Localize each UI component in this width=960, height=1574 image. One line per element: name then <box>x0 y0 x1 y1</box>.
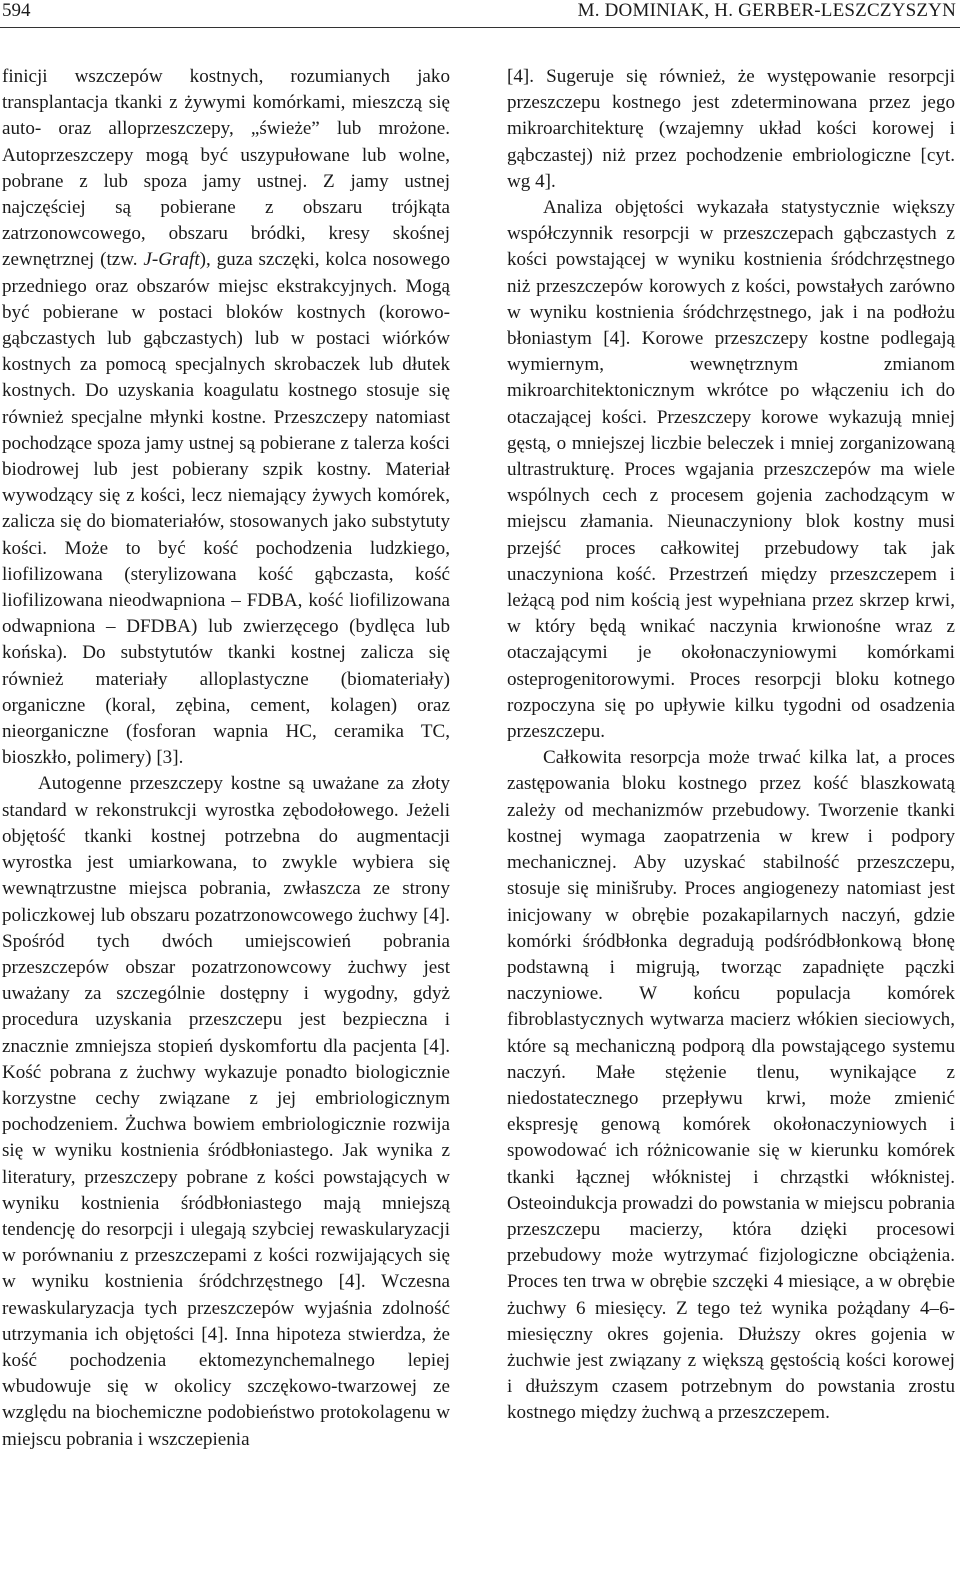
paragraph: Całkowita resorpcja może trwać kilka lat, a proces zastępowania bloku kostnego przez kość blaszkowatą zależy od mechanizmów przebudowy. Tworzenie tkanki kostnej wymaga zaopatrzenia w krew i podpory mechanicznej. Aby uzyskać stabilność przeszczepu, stosuje się minišruby. Proces angiogenezy natomiast jest inicjowany w obrębie pozakapilarnych naczyń, gdzie komórki śródbłonka degradują podśródbłonkową błonę podstawną i migrują, tworząc zapadnięte pączki naczyniowe. W końcu populacja komórek fibroblastycznych wytwarza macierz włókien sieciowych, które są mechaniczną podporą dla powstającego systemu naczyń. Małe stężenie tlenu, wynikające z niedostatecznego przepływu krwi, może zmienić ekspresję genową komórek okołonaczyniowych i spowodować ich różnicowanie się w kierunku komórek tkanki łącznej włóknistej i chrząstki włóknistej. Osteoindukcja prowadzi do powstania w miejscu pobrania przeszczepu macierzy, która dzięki procesowi przebudowy może wytrzymać fizjologiczne obciążenia. Proces ten trwa w obrębie szczęki 4 miesiące, a w obrębie żuchwy 6 miesięcy. Z tego też wynika pożądany 4–6-miesięczny okres gojenia. Dłuższy okres gojenia w żuchwie jest związany z większą gęstością kości korowej i dłuższym czasem potrzebnym do powstania zrostu kostnego między żuchwą a przeszczepem. <box>507 747 955 1424</box>
header-rule <box>0 27 960 28</box>
paragraph <box>2 64 450 771</box>
paragraph: Autogenne przeszczepy kostne są uważane za złoty standard w rekonstrukcji wyrostka zębodołowego. Jeżeli objętość tkanki kostnej potrzebna do augmentacji wyrostka jest umiarkowana, to zwykle wybiera się wewnątrzustne miejsca pobrania, zwłaszcza ze strony policzkowej lub obszaru pozatrzonowcowego żuchwy [4]. Spośród tych dwóch umiejscowień pobrania przeszczepów obszar pozatrzonowcowy żuchwy jest uważany za szczególnie dostępny i wygodny, gdyż procedura uzyskania przeszczepu jest bezpieczna i znacznie zmniejsza stopień dyskomfortu dla pacjenta [4]. Kość pobrana z żuchwy wykazuje ponadto biologicznie korzystne cechy związane z jej embriologicznym pochodzeniem. Żuchwa bowiem embriologicznie rozwija się w wyniku kostnienia śródbłoniastego. Jak wynika z literatury, przeszczepy pobrane z kości powstających w wyniku kostnienia śródbłoniastego mają mniejszą tendencję do resorpcji i ulegają szybciej rewaskularyzacji w porównaniu z przeszczepami z kości rozwijających się w wyniku kostnienia śródchrzęstnego [4]. Wczesna rewaskularyzacja tych przeszczepów wyjaśnia zdolność utrzymania ich objętości [4]. Inna hipoteza stwierdza, że kość pochodzenia ektomezynchemalnego lepiej wbudowuje się w okolicy szczękowo-twarzowej ze względu na biochemiczne podobieństwo protokolagenu w miejscu pobrania i wszczepienia <box>2 773 450 1450</box>
page-number: 594 <box>2 0 31 21</box>
paragraph-text: ), guza szczęki, kolca nosowego przedniego oraz obszarów miejsc ekstrakcyjnych. Mogą być pobierane w postaci bloków kostnych (korowo-gąbczastych lub gąbczastych) lub w postaci wiórków kostnych za pomocą specjalnych skrobaczek lub dłutek kostnych. Do uzyskania koagulatu kostnego stosuje się również specjalne młynki kostne. Przeszczepy natomiast pochodzące spoza jamy ustnej są pobierane z talerza kości biodrowej lub jest pobierany szpik kostny. Materiał wywodzący się z kości, lecz niemający żywych komórek, zalicza się do biomateriałów, stosowanych jako substytuty kości. Może to być kość pochodzenia ludzkiego, liofilizowana (sterylizowana kość gąbczasta, kość liofilizowana nieodwapniona – FDBA, kość liofilizowana odwapniona – DFDBA) lub zwierzęcego (bydlęca lub końska). Do substytutów tkanki kostnej zalicza się również materiały alloplastyczne (biomateriały) organiczne (koral, zębina, cement, kolagen) oraz nieorganiczne (fosforan wapnia HC, ceramika TC, bioszkło, polimery) [3]. <box>2 249 451 769</box>
paragraph: Analiza objętości wykazała statystycznie większy współczynnik resorpcji w przeszczepach gąbczastych z kości powstającej w wyniku kostnienia śródchrzęstnego niż przeszczepów korowych z kości, powstałych zarówno w wyniku kostnienia śródchrzęstnego, jak i na podłożu błoniastym [4]. Korowe przeszczepy kostne podlegają wymiernym, wewnętrznym zmianom mikroarchitektonicznym wkrótce po włączeniu ich do otaczającej kości. Przeszczepy korowe wykazują mniej gęstą, o mniejszej liczbie beleczek i mniej zorganizowaną ultrastrukturę. Proces wgajania przeszczepów ma wiele wspólnych cech z procesem gojenia zachodzącym w miejscu złamania. Nieunaczyniony blok kostny musi przejść proces całkowitej przebudowy tak jak unaczyniona kość. Przestrzeń między przeszczepem i leżącą pod nim kością jest wypełniana przez skrzep krwi, w który będą wnikać naczynia krwionośne wraz z otaczającymi je okołonaczyniowymi komórkami osteprogenitorowymi. Proces resorpcji bloku kotnego rozpoczyna się po upływie kilku tygodni od osadzenia przeszczepu. <box>507 197 955 743</box>
running-head: M. DOMINIAK, H. GERBER-LESZCZYSZYN <box>577 0 956 21</box>
left-column <box>2 64 450 1453</box>
italic-term: J-Graft <box>143 249 200 271</box>
page-header <box>0 0 960 30</box>
right-column <box>507 64 955 1427</box>
paragraph: [4]. Sugeruje się również, że występowanie resorpcji przeszczepu kostnego jest zdeterminowana przez jego mikroarchitekturę (wzajemny układ kości korowej i gąbczastej) niż przez pochodzenie embriologiczne [cyt. wg 4]. <box>507 66 955 192</box>
paragraph-text: finicji wszczepów kostnych, rozumianych jako transplantacja tkanki z żywymi komórkami, mieszczą się auto- oraz alloprzeszczepy, „świeże” lub mrożone. Autoprzeszczepy mogą być uszypułowane lub wolne, pobrane z lub spoza jamy ustnej. Z jamy ustnej najczęściej są pobierane z obszaru trójkąta zatrzonowcowego, obszaru bródki, kresy skośnej zewnętrznej (tzw. <box>2 66 450 271</box>
